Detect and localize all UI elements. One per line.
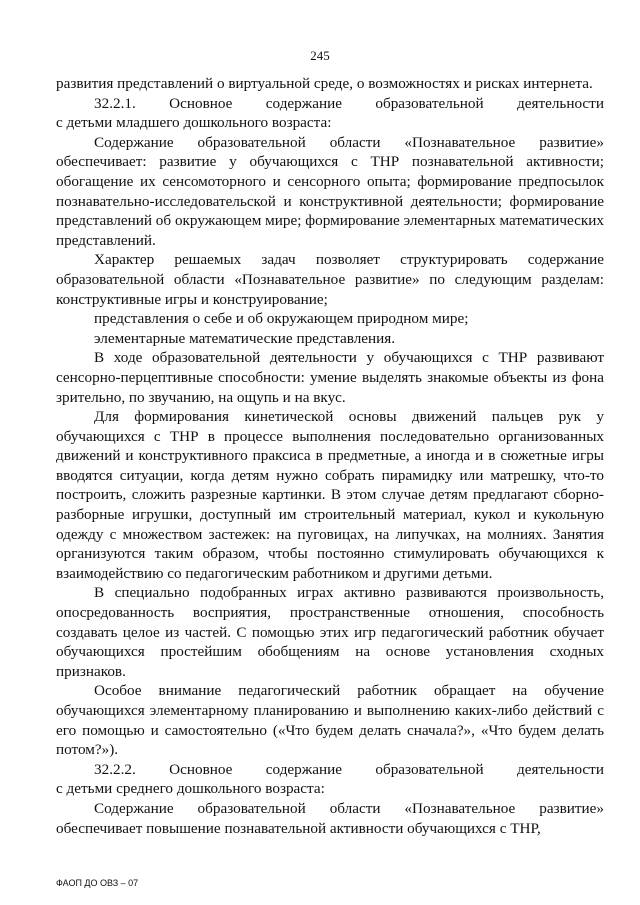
heading-word: образовательной: [375, 94, 484, 112]
paragraph: В ходе образовательной деятельности у обучающихся с ТНР развивают сенсорно-перцептивные способности: умение выделять знакомые объекты из фона зрительно, по звучанию, на ощупь и на вкус.: [56, 349, 604, 406]
section-heading-32-2-2: [56, 760, 604, 799]
heading-word: деятельности: [517, 94, 604, 112]
list-item: представления о себе и об окружающем природном мире;: [94, 310, 469, 328]
heading-word: Основное: [169, 760, 233, 778]
heading-word: образовательной: [375, 760, 484, 778]
heading-word: содержание: [265, 760, 342, 778]
section-number: 32.2.2.: [94, 760, 136, 778]
document-body: [56, 74, 604, 838]
section-number: 32.2.1.: [94, 94, 136, 112]
paragraph: В специально подобранных играх активно развиваются произвольность, опосредованность восприятия, пространственные отношения, способность создавать целое из частей. С помощью этих игр педагогический работник обучает обучающихся простейшим обобщениям на основе установления сходных признаков.: [56, 584, 604, 680]
heading-word: деятельности: [517, 760, 604, 778]
paragraph: Особое внимание педагогический работник обращает на обучение обучающихся элементарному планированию и выполнению каких-либо действий с его помощью и самостоятельно («Что будем делать сначала?», «Что будем делать потом?»).: [56, 682, 604, 759]
paragraph: Характер решаемых задач позволяет структурировать содержание образовательной области «Познавательное развитие» по следующим разделам: конструктивные игры и конструирование;: [56, 251, 604, 308]
heading-word: Основное: [169, 94, 233, 112]
paragraph: Содержание образовательной области «Познавательное развитие» обеспечивает повышение познавательной активности обучающихся с ТНР,: [56, 799, 604, 837]
section-heading-32-2-1: [56, 94, 604, 133]
document-footer: ФАОП ДО ОВЗ – 07: [56, 878, 139, 888]
heading-word: содержание: [265, 94, 342, 112]
paragraph: развития представлений о виртуальной среде, о возможностях и рисках интернета.: [56, 75, 593, 92]
heading-continuation: с детьми среднего дошкольного возраста:: [56, 780, 325, 798]
paragraph: Содержание образовательной области «Познавательное развитие» обеспечивает: развитие у обучающихся с ТНР познавательной активности; обогащение их сенсомоторного и сенсорного опыта; формирование предпосылок познавательно-исследовательской и конструктивной деятельности; формирование представлений об окружающем мире; формирование элементарных математических представлений.: [56, 133, 604, 249]
page-number: 245: [310, 48, 330, 63]
list-item: элементарные математические представления.: [94, 329, 396, 347]
paragraph: Для формирования кинетической основы движений пальцев рук у обучающихся с ТНР в процессе выполнения последовательно организованных движений и конструктивного праксиса в предметные, а иногда и в сюжетные игры вводятся ситуации, когда детям нужно собрать пирамидку или матрешку, что-то построить, сложить разрезные картинки. В этом случае детям предлагают сборно-разборные игрушки, доступный им строительный материал, кукол и кукольную одежду с множеством застежек: на пуговицах, на липучках, на молниях. Занятия организуются таким образом, чтобы постоянно стимулировать обучающихся к взаимодействию со педагогическим работником и другими детьми.: [56, 408, 604, 582]
heading-continuation: с детьми младшего дошкольного возраста:: [56, 114, 332, 132]
